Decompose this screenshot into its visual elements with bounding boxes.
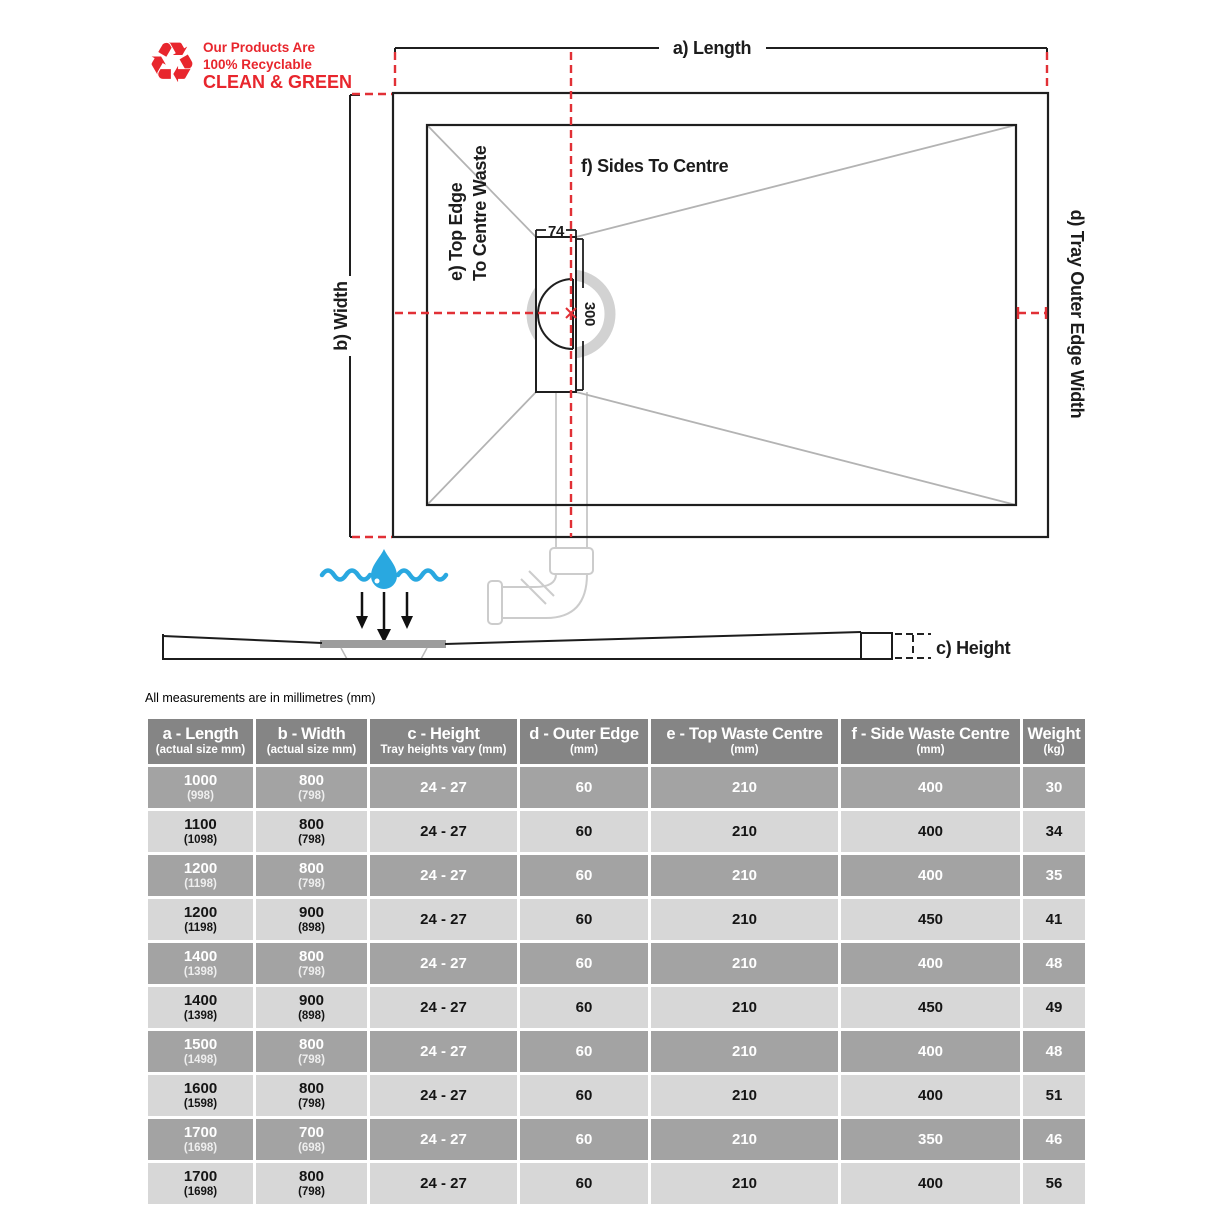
table-cell: 60 bbox=[519, 854, 650, 898]
table-cell: 35 bbox=[1022, 854, 1087, 898]
waste-width-value: 74 bbox=[547, 223, 565, 240]
recycle-icon: ♻ bbox=[146, 31, 198, 94]
table-cell: 700 (698) bbox=[255, 1118, 369, 1162]
drain-pipe bbox=[488, 392, 593, 624]
table-cell: 60 bbox=[519, 766, 650, 810]
table-cell: 49 bbox=[1022, 986, 1087, 1030]
sides-to-centre-label: f) Sides To Centre bbox=[581, 156, 729, 176]
fold-diagonals bbox=[427, 125, 1016, 505]
table-cell: 60 bbox=[519, 898, 650, 942]
table-cell: 51 bbox=[1022, 1074, 1087, 1118]
column-header: c - Height Tray heights vary (mm) bbox=[369, 718, 519, 766]
plan-view bbox=[331, 38, 1087, 537]
table-cell: 800 (798) bbox=[255, 942, 369, 986]
table-cell: 24 - 27 bbox=[369, 942, 519, 986]
table-cell: 1700 (1698) bbox=[147, 1118, 255, 1162]
table-cell: 800 (798) bbox=[255, 766, 369, 810]
table-cell: 210 bbox=[650, 810, 840, 854]
table-cell: 60 bbox=[519, 1118, 650, 1162]
table-cell: 60 bbox=[519, 1162, 650, 1206]
table-cell: 210 bbox=[650, 1030, 840, 1074]
table-row bbox=[147, 810, 1087, 854]
table-cell: 60 bbox=[519, 810, 650, 854]
table-cell: 1200 (1198) bbox=[147, 854, 255, 898]
table-cell: 800 (798) bbox=[255, 854, 369, 898]
section-recess bbox=[341, 648, 427, 659]
table-cell: 24 - 27 bbox=[369, 766, 519, 810]
table-row bbox=[147, 986, 1087, 1030]
table-cell: 60 bbox=[519, 1074, 650, 1118]
height-label: c) Height bbox=[936, 638, 1011, 658]
cross-section bbox=[163, 632, 1011, 659]
table-row bbox=[147, 766, 1087, 810]
column-header: a - Length (actual size mm) bbox=[147, 718, 255, 766]
table-cell: 400 bbox=[840, 766, 1022, 810]
table-cell: 24 - 27 bbox=[369, 1030, 519, 1074]
column-header: d - Outer Edge (mm) bbox=[519, 718, 650, 766]
column-header: f - Side Waste Centre (mm) bbox=[840, 718, 1022, 766]
water-drop-icon bbox=[371, 549, 397, 589]
table-row bbox=[147, 854, 1087, 898]
table-cell: 60 bbox=[519, 986, 650, 1030]
table-cell: 210 bbox=[650, 854, 840, 898]
recycle-logo bbox=[147, 31, 352, 94]
table-cell: 450 bbox=[840, 898, 1022, 942]
table-cell: 48 bbox=[1022, 942, 1087, 986]
table-cell: 400 bbox=[840, 1030, 1022, 1074]
table-cell: 41 bbox=[1022, 898, 1087, 942]
top-edge-label-line2: To Centre Waste bbox=[470, 145, 490, 281]
table-cell: 1000 (998) bbox=[147, 766, 255, 810]
table-cell: 34 bbox=[1022, 810, 1087, 854]
table-cell: 1500 (1498) bbox=[147, 1030, 255, 1074]
table-cell: 800 (798) bbox=[255, 810, 369, 854]
flow-arrow-icons bbox=[356, 592, 413, 643]
table-cell: 400 bbox=[840, 1162, 1022, 1206]
table-cell: 800 (798) bbox=[255, 1074, 369, 1118]
logo-line-3: CLEAN & GREEN bbox=[203, 72, 353, 92]
table-cell: 210 bbox=[650, 942, 840, 986]
table-cell: 24 - 27 bbox=[369, 898, 519, 942]
table-cell: 48 bbox=[1022, 1030, 1087, 1074]
water-flow-graphic bbox=[322, 549, 446, 643]
table-cell: 1200 (1198) bbox=[147, 898, 255, 942]
table-row bbox=[147, 1030, 1087, 1074]
column-header: b - Width (actual size mm) bbox=[255, 718, 369, 766]
table-cell: 900 (898) bbox=[255, 986, 369, 1030]
section-waste-bar bbox=[320, 640, 446, 648]
table-cell: 1400 (1398) bbox=[147, 986, 255, 1030]
table-row bbox=[147, 1118, 1087, 1162]
width-dimension bbox=[350, 95, 360, 537]
table-cell: 56 bbox=[1022, 1162, 1087, 1206]
table-cell: 210 bbox=[650, 1074, 840, 1118]
table-cell: 30 bbox=[1022, 766, 1087, 810]
table-cell: 60 bbox=[519, 942, 650, 986]
table-cell: 46 bbox=[1022, 1118, 1087, 1162]
spec-table bbox=[145, 716, 1088, 1207]
table-cell: 1400 (1398) bbox=[147, 942, 255, 986]
table-cell: 210 bbox=[650, 898, 840, 942]
table-cell: 400 bbox=[840, 1074, 1022, 1118]
table-cell: 400 bbox=[840, 942, 1022, 986]
drop-highlight bbox=[375, 579, 380, 584]
table-cell: 24 - 27 bbox=[369, 854, 519, 898]
table-cell: 210 bbox=[650, 1118, 840, 1162]
spec-table-header bbox=[147, 718, 1087, 766]
table-cell: 210 bbox=[650, 986, 840, 1030]
table-cell: 1100 (1098) bbox=[147, 810, 255, 854]
table-cell: 400 bbox=[840, 810, 1022, 854]
table-cell: 900 (898) bbox=[255, 898, 369, 942]
table-cell: 450 bbox=[840, 986, 1022, 1030]
table-cell: 210 bbox=[650, 1162, 840, 1206]
table-cell: 210 bbox=[650, 766, 840, 810]
table-cell: 24 - 27 bbox=[369, 1074, 519, 1118]
column-header: e - Top Waste Centre (mm) bbox=[650, 718, 840, 766]
tray-inner-edge bbox=[427, 125, 1016, 505]
height-dimension bbox=[895, 634, 931, 658]
length-label: a) Length bbox=[672, 38, 752, 58]
table-cell: 24 - 27 bbox=[369, 986, 519, 1030]
width-label: b) Width bbox=[331, 281, 351, 351]
table-cell: 24 - 27 bbox=[369, 1118, 519, 1162]
table-cell: 24 - 27 bbox=[369, 810, 519, 854]
table-row bbox=[147, 1162, 1087, 1206]
measurements-note: All measurements are in millimetres (mm) bbox=[145, 691, 376, 705]
waste-length-value: 300 bbox=[581, 301, 598, 327]
table-row bbox=[147, 942, 1087, 986]
table-cell: 1600 (1598) bbox=[147, 1074, 255, 1118]
table-cell: 60 bbox=[519, 1030, 650, 1074]
table-cell: 400 bbox=[840, 854, 1022, 898]
top-edge-label-line1: e) Top Edge bbox=[446, 182, 466, 281]
section-outline bbox=[163, 632, 892, 659]
column-header: Weight (kg) bbox=[1022, 718, 1087, 766]
logo-line-2: 100% Recyclable bbox=[203, 57, 312, 72]
table-cell: 800 (798) bbox=[255, 1162, 369, 1206]
table-row bbox=[147, 1074, 1087, 1118]
logo-line-1: Our Products Are bbox=[203, 40, 316, 55]
tray-outer-edge-width-label: d) Tray Outer Edge Width bbox=[1067, 209, 1087, 419]
table-cell: 350 bbox=[840, 1118, 1022, 1162]
table-cell: 800 (798) bbox=[255, 1030, 369, 1074]
table-cell: 24 - 27 bbox=[369, 1162, 519, 1206]
table-row bbox=[147, 898, 1087, 942]
table-cell: 1700 (1698) bbox=[147, 1162, 255, 1206]
